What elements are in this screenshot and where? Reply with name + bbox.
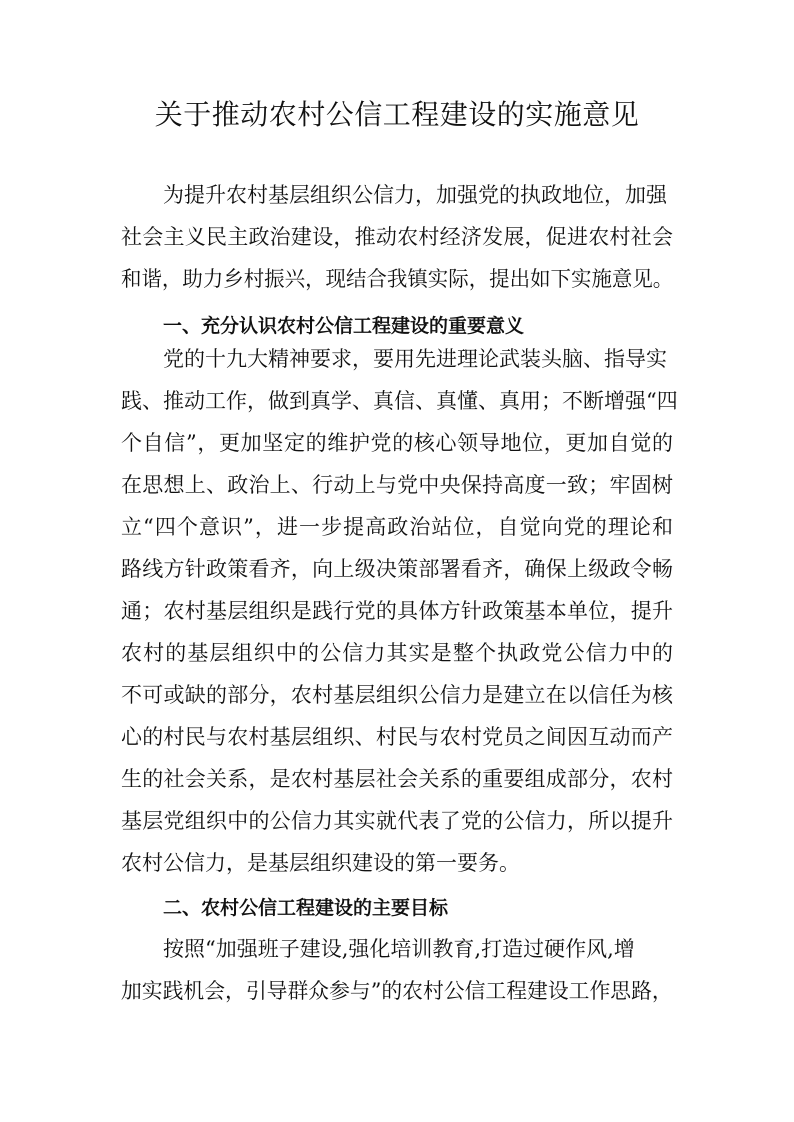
section-line: 党的十九大精神要求，要用先进理论武装头脑、指导实 [163, 347, 667, 371]
section-line: 基层党组织中的公信力其实就代表了党的公信力，所以提升 [121, 809, 673, 833]
section-line: 按照“加强班子建设,强化培训教育,打造过硬作风,增 [163, 937, 635, 961]
section-line: 立“四个意识”，进一步提高政治站位，自觉向党的理论和 [121, 515, 673, 539]
section-line: 生的社会关系，是农村基层社会关系的重要组成部分，农村 [121, 767, 673, 791]
section-line: 加实践机会，引导群众参与”的农村公信工程建设工作思路， [121, 979, 673, 1003]
section-line: 路线方针政策看齐，向上级决策部署看齐，确保上级政令畅 [121, 557, 673, 581]
section-line: 不可或缺的部分，农村基层组织公信力是建立在以信任为核 [121, 683, 673, 707]
section-line: 心的村民与农村基层组织、村民与农村党员之间因互动而产 [121, 725, 673, 749]
section-line: 在思想上、政治上、行动上与党中央保持高度一致；牢固树 [121, 473, 673, 497]
section-line: 个自信”，更加坚定的维护党的核心领导地位，更加自觉的 [121, 431, 673, 455]
document-title: 关于推动农村公信工程建设的实施意见 [154, 98, 640, 131]
section-line: 农村的基层组织中的公信力其实是整个执政党公信力中的 [121, 641, 673, 665]
intro-line: 和谐，助力乡村振兴，现结合我镇实际，提出如下实施意见。 [121, 267, 674, 291]
section-heading: 二、农村公信工程建设的主要目标 [163, 897, 449, 919]
section-line: 通；农村基层组织是践行党的具体方针政策基本单位，提升 [121, 599, 673, 623]
section-line: 践、推动工作，做到真学、真信、真懂、真用；不断增强“四 [121, 389, 678, 413]
intro-line: 为提升农村基层组织公信力，加强党的执政地位，加强 [163, 183, 667, 207]
section-heading: 一、充分认识农村公信工程建设的重要意义 [163, 315, 525, 337]
intro-line: 社会主义民主政治建设，推动农村经济发展，促进农村社会 [121, 225, 673, 249]
section-line: 农村公信力，是基层组织建设的第一要务。 [121, 851, 520, 875]
